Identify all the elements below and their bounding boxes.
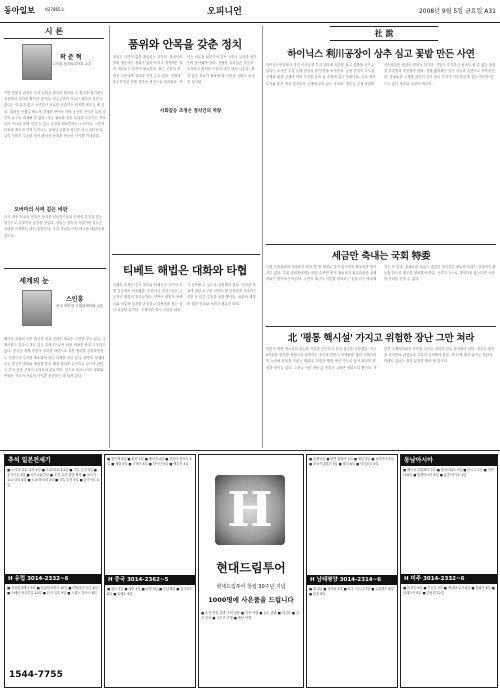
ad-phone: 3014-2314~6 — [339, 577, 382, 583]
ad-listing: ■ 청도 3일 ■ 대련 4일 ■ 심양 4일 ■ 운남 6일 ■ 실크로드 8일 ■ 티베트 9일 — [107, 587, 193, 596]
page-date: 2008년 9월 5일 금요일 A31 — [418, 8, 496, 15]
column-title-world: 세계의 눈 — [19, 277, 49, 285]
ad-brand — [5, 574, 101, 584]
travel-ad-pacific — [306, 454, 398, 688]
ad-divider — [0, 450, 500, 451]
headline: 티베트 해법은 대화와 타협 — [122, 264, 248, 277]
ad-brand-text: H 남태평양 — [310, 577, 338, 583]
column-divider — [109, 26, 110, 448]
divider — [4, 268, 106, 269]
column-body-2: 미국 대선 후보의 연설은 상대를 비난하기보다 문제의 본질을 짚는 방식으로 유권자의 공감을 얻었다. 정치는 설득의 기술이며 설득은 상대를 이해하는 데서 출발한다. 우리 정치도 이런 태도를 배워야 할 것이다. — [4, 215, 105, 238]
editorial-body: 북한이 영변 핵시설의 불능화 작업을 중단하고 원상 복구를 시사했다. 이는 6자회담 합의를 정면으로 위반하는 것이며 한반도 비핵화를 향한 국제사회의 노력에 찬물을 끼얹는 행위다. 북한은 핵을 협상 카드로 삼아 위험한 게임을 벌이고 있다. 그러나 이런 벼랑 끝 전술은 고립만 심화시킬 뿐이다. 북한은 국제사회와의 약속을 지키고 대화의 길로 돌아와야 한다. 정부도 원칙을 지키면서 관련국과 긴밀히 공조해야 한다. 핵 문제 해결 없이는 북한의 미래도 없다는 점을 분명히 해야 할 것이다. — [266, 347, 495, 370]
ad-brand-text: H 미주 — [404, 576, 422, 582]
ad-brand — [307, 575, 397, 585]
newspaper-logo: 동아일보 — [4, 6, 35, 15]
article-body: 티베트 문제는 중국 정부와 티베트인 사이의 오랜 갈등에서 비롯됐다. 무력이나 강압으로는 근본적인 해결이 불가능하다. 양측이 대화의 장에 나와 서로의 입장을 존중하고 타협점을 찾는 것이 유일한 길이다. 국제사회 역시 이러한 대화가 지속될 수 있도록 지원해야 한다. 인권과 자치에 대한 요구를 외면한 채 안정만을 강조하는 것은 또 다른 갈등을 낳을 뿐이다. 평화적 해법을 향한 인내와 신뢰가 필요한 때다. — [113, 283, 257, 312]
author-affiliation: 고려대 정치외교학과 교수 — [52, 62, 92, 66]
editorial-body: 국회 특별위원회 상당수가 회의 한 번 제대로 열지 않으면서 활동비만 받아 가고 있다. 특위 위원장에게는 매달 수백만 원의 활동비가 지급되지만 실제 성과는 찾아보기 어렵다. 국민의 세금이 이렇게 낭비되는 것을 더는 방치해서는 안 된다. 불필요한 특위는 과감히 정리하고 필요한 특위는 실질적인 활동을 하도록 제도를 정비해야 한다. 국회가 스스로 개혁하지 않는다면 국민의 신뢰를 얻을 수 없다. — [266, 265, 496, 282]
ad-listing: ■ 장가계 5일 ■ 황산 4일 ■ 베이징 4일 ■ 상하이·항저우 4일 ■ 계림 5일 ■ 구채구 6일 ■ 하이난 5일 ■ 백두산 4일 — [107, 457, 192, 466]
divider — [266, 244, 496, 245]
ad-brand — [105, 575, 195, 585]
column-body: 이번 법원의 판결은 우리 사회가 합의한 원칙과 그 원칙을 지키려는 공동체의 의지를 확인한 것이다. 민주주의의 가치는 다수의 의견이 옳다는 데 있지 않고 시민들이 서로를 존중하는 원칙을 세우는 데 있다. 권력은 언제나 제도적 견제를 받아야 하며 공공의 이익은 특정 집단의 요구로 대체될 수 없다. 지금 필요한 것은 분열을 부추기는 목소리가 아니라 함께 지킬 수 있는 규칙을 회복하려는 노력이다. 시민적 덕성과 제도적 안정이 만나는 곳에서 공화의 정신은 다시 살아난다. 우리 사회가 갈등을 넘어 합의의 문화를 만들어 가기를 기대한다. — [4, 91, 106, 139]
ad-listing: ■ 오사카·교토·나라 4일 ■ 도쿄·하코네 4일 ■ 규슈 온천 3일 ■ 홋카이도 4일 ■ 오키나와 3일 ■ 추석 특가 출발 확정 ■ 오사카·교토·나라 4일 ■ 도쿄·하코네 4일 ■ 규슈 온천 3일 ■ 홋카이도 4일 — [7, 468, 99, 487]
editorial-headline: 北 '평통 핵시설' 가지고 위험한 장난 그만 쳐라 — [287, 333, 475, 344]
ad-main-phone: 1544-7755 — [9, 670, 63, 680]
divider — [266, 326, 496, 327]
ad-title: 동남아시아 — [401, 455, 497, 466]
editorial-headline: 세금만 축내는 국회 特委 — [331, 251, 431, 262]
column-body: 베이징 올림픽 이후 중국의 대외 전략은 새로운 국면을 맞고 있다. 국제사회는 중국이 책임 있는 강대국으로서 어떤 역할을 할지 주목하고 있다. 중국은 경제 성장의 성과를 바탕으로 지역 협력을 강화하면서도 주변국의 우려를 해소해야 하는 과제를 안고 있다. 한반도 문제에서도 중국은 대화와 협상을 통한 해결 원칙을 유지하고 있으며 관련국 간의 신뢰 구축이 무엇보다 중요하다. 앞으로 동아시아의 평화와 번영은 각국이 서로의 이익을 존중하는 데 달려 있다. — [4, 337, 106, 379]
editorial-label: 社 說 — [374, 28, 394, 38]
h-logo-letter: H — [227, 482, 273, 538]
editorial-headline: 하이닉스 利川공장이 상추 심고 꽃밭 만든 사연 — [287, 49, 475, 60]
headline: 품위와 안목을 갖춘 정치 — [128, 38, 242, 51]
article-body: 정치는 국민의 삶을 책임지는 일이다. 정치인의 말과 행동에는 품위가 있어야 하고 결정에는 멀리 내다보는 안목이 필요하다. 최근 국회의 모습은 국민에게 실망을 안겨 주고 있다. 정쟁에 몰두하면서 민생 법안은 뒷전으로 밀려났다. 여야는 서로를 탓하기에 앞서 국민이 무엇을 원하는지 돌아봐야 한다. 진정한 리더십은 갈등을 조정하고 합의를 이끌어 내는 데서 나온다. 품격 있는 정치가 회복될 때 국민의 신뢰도 돌아올 것이다. — [113, 55, 257, 84]
travel-ad-left — [4, 454, 102, 688]
divider — [112, 254, 260, 255]
travel-ad-china — [104, 454, 196, 688]
section-title: 오피니언 — [207, 7, 242, 17]
ad-phone: 3014-2362~5 — [127, 577, 169, 583]
ad-phone: 3014-2332~6 — [423, 576, 465, 582]
ad-listing: ■ 괌 4일 ■ 사이판 4일 ■ 호주 시드니 7일 ■ 뉴질랜드 8일 ■ 피지 6일 — [309, 587, 394, 596]
author-affiliation: 중국 런민대 국제관계학원 교수 — [56, 304, 104, 308]
editorial-body: 하이닉스반도체가 경기 이천공장 부지 일부에 상추를 심고 꽃밭을 가꾸고 있다는 소식은 우리 규제 현실의 한 단면을 보여준다. 공장 증설이 수도권 규제와 환경 규제에 막혀 부지를 놀려 둘 수밖에 없는 상황이다. 수조 원의 투자와 수천 개의 일자리가 규제에 묶여 있는 것이다. 정부는 규제 완화를 약속했지만 현장의 변화는 더디다. 기업이 투자하고 싶어도 할 수 없는 환경을 하루빨리 개선해야 한다. 경제 활성화는 말이 아니라 실천으로 이루어진다. 불필요한 규제를 과감히 걷어 내고 투자가 이루어질 수 있는 여건을 만드는 것이 정부와 국회의 책무다. — [266, 63, 496, 86]
article-subhead: 사회갈등 조정은 정치인의 역량 — [160, 109, 222, 114]
editorial-label-box — [330, 26, 438, 41]
author-photo — [22, 290, 52, 326]
ad-brand: 현대드림투어 — [216, 561, 286, 575]
ad-listing: ■ 추석 연휴 특별 기획 상품 ■ 가족 여행 ■ 효도 관광 ■ 허니문 ■ 골프 투어 ■ 크루즈 여행 ■ 배낭 여행 — [201, 611, 299, 620]
author-name: 곽 준 혁 — [60, 54, 82, 61]
column-subhead: 오바마의 사려 깊은 비판 — [14, 207, 68, 213]
travel-ad-asia — [400, 454, 498, 688]
page-header — [0, 0, 500, 23]
ad-title: 추석 일본전세기 — [5, 455, 101, 466]
ad-listing: ■ 미서부 9일 ■ 미동부 9일 ■ 캐나다 로키 8일 ■ 하와이 6일 ■ 알래스카 8일 ■ 중남미 12일 — [403, 586, 495, 595]
divider — [4, 38, 104, 39]
ad-phone: 3014-2332~6 — [27, 576, 69, 582]
ad-slogan-2: 1000명에 사은품을 드립니다 — [208, 596, 294, 604]
ad-brand-text: H 중국 — [108, 577, 126, 583]
ad-brand-text: H 유럽 — [8, 576, 26, 582]
author-photo — [22, 44, 52, 80]
issue-number: 제27865호 — [44, 7, 65, 12]
column-title-sinon: 시 론 — [44, 27, 64, 36]
ad-listing: ■ 베트남 하롱베이 5일 ■ 앙코르와트 5일 ■ 라오스 5일 ■ 미얀마 6일 ■ 말레이시아 5일 ■ 홍콩·마카오 4일 — [403, 468, 494, 477]
hyundai-dream-tour-ad — [198, 454, 304, 688]
author-name: 스인훙 — [66, 296, 84, 303]
ad-listing: ■ 서유럽 4개국 9일 ■ 동유럽 5개국 10일 ■ 이탈리아 일주 8일 ■ 스페인·포르투갈 10일 ■ 터키 일주 9일 ■ 스위스 알프스 8일 — [7, 586, 98, 595]
h-logo-icon — [215, 475, 285, 545]
ad-brand — [401, 574, 497, 584]
ad-listing: ■ 푸껫 5일 ■ 방콕·파타야 5일 ■ 세부 5일 ■ 보라카이 5일 ■ 코타키나발루 5일 ■ 발리 6일 ■ 싱가포르 4일 — [309, 457, 394, 466]
ad-slogan: 현대드림투어 창립 30주년 기념 — [216, 584, 286, 590]
column-divider — [262, 26, 263, 448]
